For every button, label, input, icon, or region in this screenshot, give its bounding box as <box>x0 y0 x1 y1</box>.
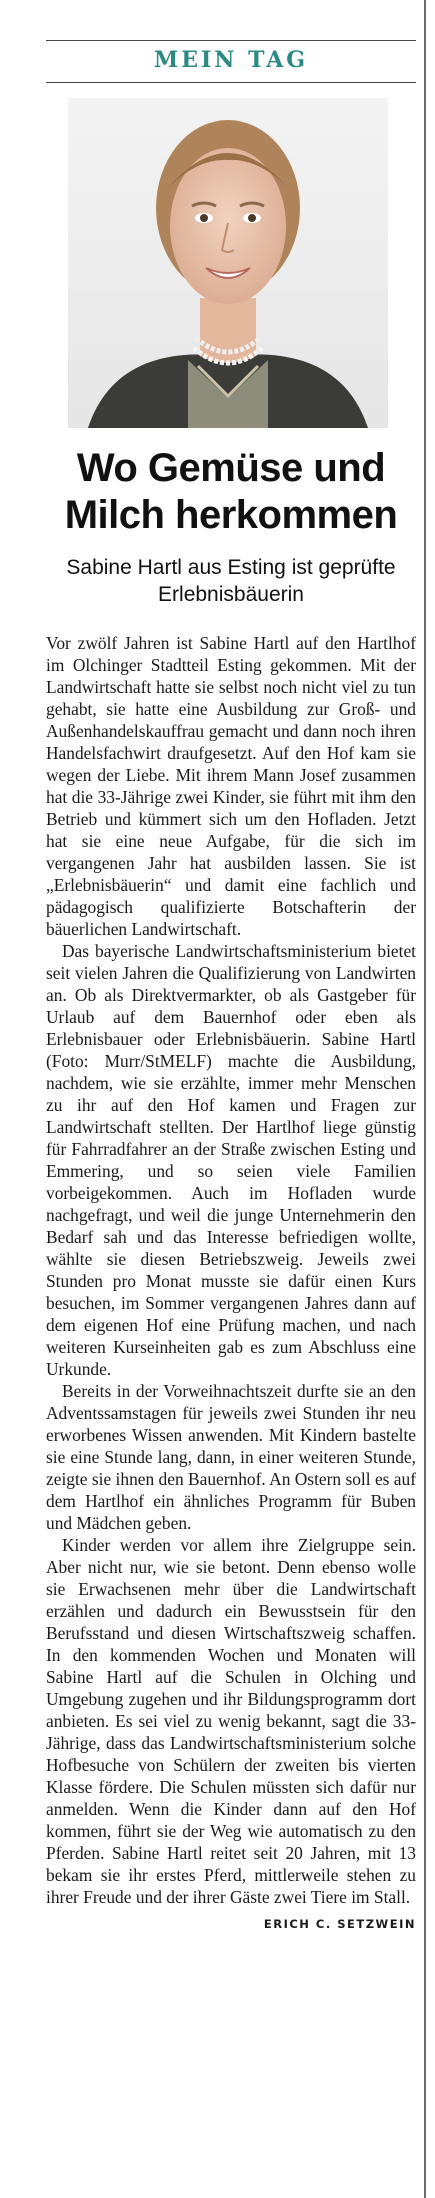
paragraph <box>46 1534 416 1931</box>
paragraph: Bereits in der Vorweihnachtszeit durfte sie an den Adventssamstagen für jeweils zwei Stunden ihr neu erworbenes Wissen anwenden. Mit Kindern bastelte sie eine Stunde lang, dann, in einer weiteren Stunde, zeigte sie ihnen den Bauernhof. An Ostern soll es auf dem Hartlhof ein ähnliches Programm für Buben und Mädchen geben. <box>46 1381 416 1533</box>
paragraph-text: Kinder werden vor allem ihre Zielgruppe sein. Aber nicht nur, wie sie betont. Denn ebenso wolle sie Erwachsenen mehr über die Landwirtschaft erzählen und dadurch ein Bewusstsein für den Berufsstand und diesen Wirtschaftszweig schaffen. In den kommenden Wochen und Monaten will Sabine Hartl auf die Schulen in Olching und Umgebung zugehen und ihr Bildungsprogramm dort anbieten. Es sei viel zu wenig bekannt, sagt die 33-Jährige, dass das Landwirtschaftsministerium solche Hofbesuche von Schülern der zweiten bis vierten Klasse fördere. Die Schulen müssten sich dafür nur anmelden. Wenn die Kinder dann auf den Hof kommen, führt sie der Weg wie automatisch zu den Pferden. Sabine Hartl reitet seit 20 Jahren, mit 13 bekam sie ihr erstes Pferd, mittlerweile stehen zu ihrer Freude und der ihrer Gäste zwei Tiere im Stall. <box>46 1535 416 1907</box>
article-body <box>46 632 416 1935</box>
column-rule <box>424 0 426 2198</box>
subheadline: Sabine Hartl aus Esting ist geprüfte Erlebnisbäuerin <box>66 556 396 606</box>
rubric-divider <box>46 82 416 83</box>
top-divider <box>46 40 416 41</box>
rubric-label: MEIN TAG <box>153 47 309 73</box>
paragraph: Das bayerische Landwirtschaftsministerium bietet seit vielen Jahren die Qualifizierung von Landwirten an. Ob als Direktvermarkter, ob als Gastgeber für Urlaub auf dem Bauernhof oder eben als Erlebnisbauer oder Erlebnisbäuerin. Sabine Hartl (Foto: Murr/StMELF) machte die Ausbildung, nachdem, wie sie erzählte, immer mehr Menschen zu ihr auf den Hof kamen und Fragen zur Landwirtschaft stellten. Der Hartlhof liege günstig für Fahrradfahrer an der Straße zwischen Esting und Emmering, und so seien viele Familien vorbeigekommen. Auch im Hofladen wurde nachgefragt, und weil die junge Unternehmerin den Bedarf sah und das Interesse befriedigen wollte, wählte sie diesen Betriebszweig. Jeweils zwei Stunden pro Monat musste sie dafür einen Kurs besuchen, im Sommer vergangenen Jahres dann auf dem eigenen Hof eine Prüfung machen, und nach weiteren Kurseinheiten gab es zum Abschluss eine Urkunde. <box>46 941 416 1379</box>
portrait-photo-icon <box>68 98 388 428</box>
paragraph: Vor zwölf Jahren ist Sabine Hartl auf den Hartlhof im Olchinger Stadtteil Esting gekommen. Mit der Landwirtschaft hatte sie selbst noch nicht viel zu tun gehabt, sie hatte eine Ausbildung zur Groß- und Außenhandelskauffrau gemacht und dann noch ihren Handelsfachwirt draufgesetzt. Auf den Hof kam sie wegen der Liebe. Mit ihrem Mann Josef zusammen hat die 33-Jährige zwei Kinder, sie führt mit ihm den Betrieb und kümmert sich um den Hofladen. Jetzt hat sie eine neue Aufgabe, für die sich im vergangenen Jahr hat ausbilden lassen. Sie ist „Erlebnisbäuerin“ und damit eine fachlich und pädagogisch qualifizierte Botschafterin der bäuerlichen Landwirtschaft. <box>46 633 416 939</box>
author-byline: ERICH C. SETZWEIN <box>263 1917 416 1931</box>
headline: Wo Gemüse und Milch herkommen <box>64 446 398 537</box>
portrait-photo <box>68 98 388 428</box>
